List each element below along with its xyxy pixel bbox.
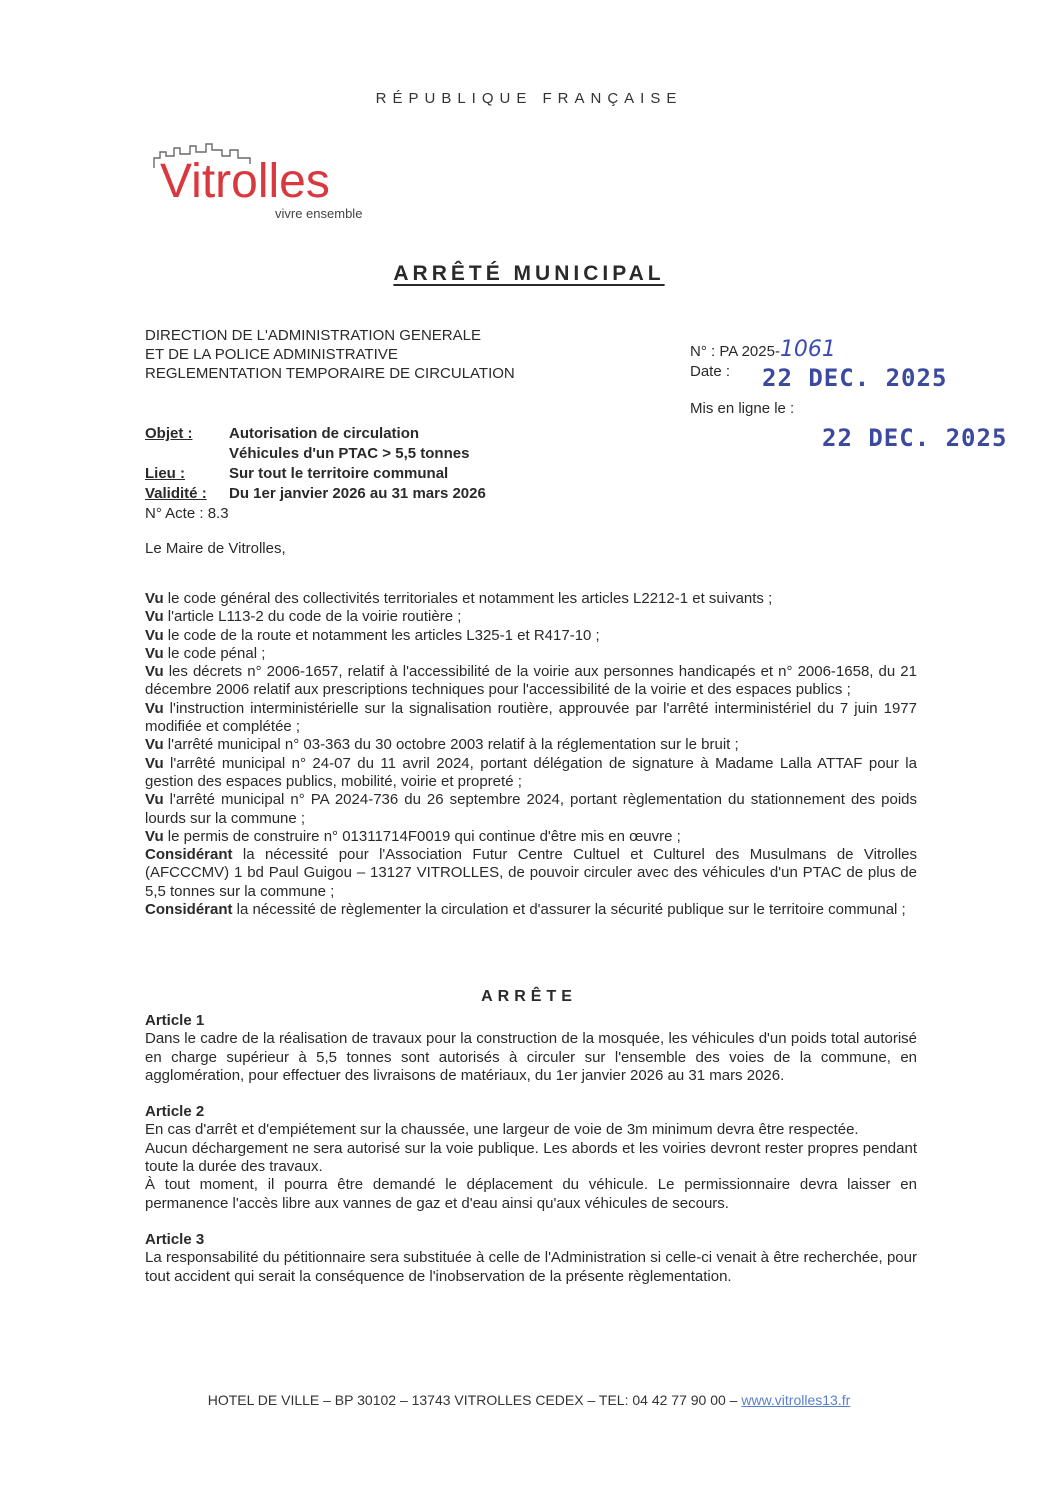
visa-text: le permis de construire n° 01311714F0019 qui continue d'être mis en œuvre ; [163, 827, 681, 845]
document-title: ARRÊTÉ MUNICIPAL [393, 262, 665, 285]
acte-number: N° Acte : 8.3 [145, 505, 229, 522]
objet-label: Objet : [145, 425, 193, 442]
republique-header: RÉPUBLIQUE FRANÇAISE [375, 90, 683, 107]
visa-lead: Vu [145, 663, 164, 681]
maire-line: Le Maire de Vitrolles, [145, 540, 286, 557]
visa-text: le code général des collectivités territoriales et notamment les articles L2212-1 et suivants ; [163, 590, 773, 607]
visa-item [145, 627, 917, 645]
validite-value: Du 1er janvier 2026 au 31 mars 2026 [229, 485, 486, 502]
visa-text: la nécessité de règlementer la circulation et d'assurer la sécurité publique sur le territoire communal ; [232, 901, 906, 919]
visa-text: l'instruction interministérielle sur la signalisation routière, approuvée par l'arrêté interministériel du 7 juin 1977 modifiée et complétée ; [145, 699, 917, 736]
visa-lead: Vu [145, 736, 164, 754]
article-title: Article 2 [145, 1103, 205, 1121]
article-paragraph: La responsabilité du pétitionnaire sera substituée à celle de l'Administration si celle-ci venait à être recherchée, pour tout accident qui serait la conséquence de l'inobservation de la présente règlementation. [145, 1249, 917, 1285]
visa-text: l'arrêté municipal n° PA 2024-736 du 26 septembre 2024, portant règlementation du stationnement des poids lourds sur la commune ; [145, 791, 917, 827]
objet-value-2: Véhicules d'un PTAC > 5,5 tonnes [229, 445, 470, 462]
article-paragraph: Aucun déchargement ne sera autorisé sur la voie publique. Les abords et les voiries devront rester propres pendant toute la durée des travaux. [145, 1139, 917, 1176]
visa-item [145, 755, 917, 792]
direction-line: DIRECTION DE L'ADMINISTRATION GENERALE [145, 327, 481, 344]
visa-lead: Vu [145, 608, 164, 626]
vitrolles-logo [150, 140, 410, 230]
footer [0, 1392, 1058, 1408]
visa-item [145, 645, 917, 663]
visa-text: la nécessité pour l'Association Futur Centre Cultuel et Culturel des Musulmans de Vitrolles (AFCCCMV) 1 bd Paul Guigou – 13127 VITROLLES, de pouvoir circuler avec des véhicules d'un PTAC de plus de 5,5 tonnes sur la commune ; [145, 846, 917, 900]
visa-item [145, 791, 917, 828]
visa-item [145, 736, 917, 754]
visa-text: l'arrêté municipal n° 24-07 du 11 avril 2024, portant délégation de signature à Madame Lalla ATTAF pour la gestion des espaces publics, mobilité, voirie et propreté ; [145, 754, 917, 790]
objet-block [145, 424, 486, 524]
lieu-value: Sur tout le territoire communal [229, 465, 449, 482]
direction-line: ET DE LA POLICE ADMINISTRATIVE [145, 346, 398, 363]
visa-text: l'arrêté municipal n° 03-363 du 30 octobre 2003 relatif à la réglementation sur le bruit ; [163, 736, 739, 754]
visa-lead: Vu [145, 791, 164, 809]
article-paragraph: En cas d'arrêt et d'empiétement sur la chaussée, une largeur de voie de 3m minimum devra être respectée. [145, 1121, 859, 1139]
article-title: Article 3 [145, 1230, 205, 1248]
logo-word: Vitrolles [160, 155, 330, 208]
visa-lead: Vu [145, 754, 164, 772]
lieu-label: Lieu : [145, 465, 185, 482]
objet-value: Autorisation de circulation [229, 425, 420, 442]
visa-lead: Vu [145, 644, 164, 662]
articles-list [145, 1012, 917, 1286]
visa-item [145, 663, 917, 700]
visa-item [145, 608, 917, 626]
visa-text: l'article L113-2 du code de la voirie routière ; [163, 608, 462, 626]
article-paragraph: À tout moment, il pourra être demandé le déplacement du véhicule. Le permissionnaire devra laisser en permanence l'accès libre aux vannes de gaz et d'eau ainsi qu'aux véhicules de secours. [145, 1176, 917, 1212]
visa-item [145, 590, 917, 608]
visa-lead: Considérant [145, 846, 233, 864]
arrete-heading: ARRÊTE [481, 988, 577, 1005]
visa-lead: Considérant [145, 901, 233, 919]
visas-list [145, 590, 917, 919]
footer-address: HOTEL DE VILLE – BP 30102 – 13743 VITROLLES CEDEX – TEL: 04 42 77 90 00 – [207, 1392, 742, 1408]
ref-number-label: N° : PA 2025- [690, 343, 780, 360]
online-label: Mis en ligne le : [690, 400, 795, 417]
visa-lead: Vu [145, 626, 164, 644]
visa-lead: Vu [145, 827, 164, 845]
visa-item [145, 846, 917, 901]
visa-lead: Vu [145, 699, 164, 717]
direction-block [145, 326, 515, 383]
visa-text: le code de la route et notamment les articles L325-1 et R417-10 ; [163, 626, 600, 644]
visa-text: le code pénal ; [163, 644, 266, 662]
visa-item [145, 700, 917, 737]
visa-text: les décrets n° 2006-1657, relatif à l'accessibilité de la voirie aux personnes handicapés et n° 2006-1658, du 21 décembre 2006 relatif aux prescriptions techniques pour l'accessibilité de la voirie et des espaces publics ; [145, 663, 917, 699]
article-paragraph: Dans le cadre de la réalisation de travaux pour la construction de la mosquée, les véhicules d'un poids total autorisé en charge supérieur à 5,5 tonnes sont autorisés à circuler sur l'ensemble des voies de la commune, en agglomération, pour effectuer des livraisons de matériaux, du 1er janvier 2026 au 31 mars 2026. [145, 1030, 917, 1084]
visa-item [145, 828, 917, 846]
logo-tagline: vivre ensemble [275, 206, 363, 221]
direction-line: REGLEMENTATION TEMPORAIRE DE CIRCULATION [145, 365, 515, 382]
date-stamp: 22 DEC. 2025 [762, 364, 948, 392]
visa-lead: Vu [145, 590, 164, 607]
article-title: Article 1 [145, 1012, 205, 1029]
ref-number-handwritten: 1061 [779, 337, 836, 362]
footer-website-link[interactable]: www.vitrolles13.fr [741, 1392, 851, 1408]
online-stamp: 22 DEC. 2025 [822, 424, 1008, 452]
ref-date-label: Date : [690, 363, 731, 380]
validite-label: Validité : [145, 485, 207, 502]
visa-item [145, 901, 917, 919]
